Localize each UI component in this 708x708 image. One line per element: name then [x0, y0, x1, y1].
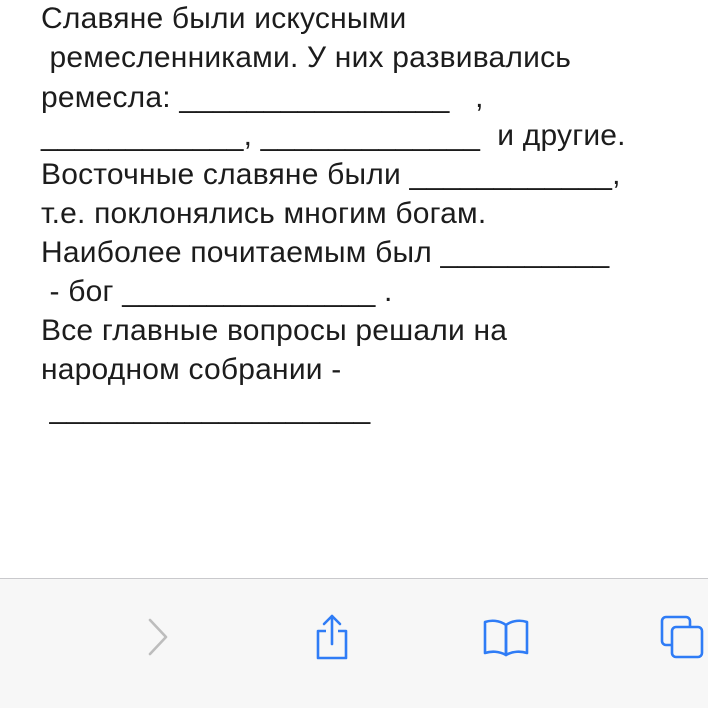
text-line-10: народном собрании -	[41, 353, 342, 386]
tabs-icon	[658, 615, 706, 659]
browser-toolbar	[0, 578, 708, 708]
text-line-1: Славяне были искусными	[41, 2, 407, 35]
text-line-11: ___________________	[41, 392, 371, 425]
share-button[interactable]	[304, 609, 360, 665]
text-line-9: Все главные вопросы решали на	[41, 314, 508, 347]
text-line-3: ремесла: ________________ ,	[41, 81, 484, 114]
text-line-2: ремесленниками. У них развивались	[41, 41, 572, 74]
text-line-5: Восточные славяне были ____________,	[41, 158, 621, 191]
forward-button[interactable]	[130, 609, 186, 665]
tabs-button[interactable]	[654, 609, 708, 665]
text-line-6: т.е. поклонялись многим богам.	[41, 197, 487, 230]
share-icon	[312, 614, 352, 660]
book-icon	[482, 617, 530, 657]
bookmarks-button[interactable]	[478, 609, 534, 665]
chevron-right-icon	[146, 617, 170, 657]
text-line-7: Наиболее почитаемым был __________	[41, 236, 610, 269]
text-line-4: ____________, _____________ и другие.	[41, 119, 626, 152]
text-line-8: - бог _______________ .	[41, 275, 393, 308]
